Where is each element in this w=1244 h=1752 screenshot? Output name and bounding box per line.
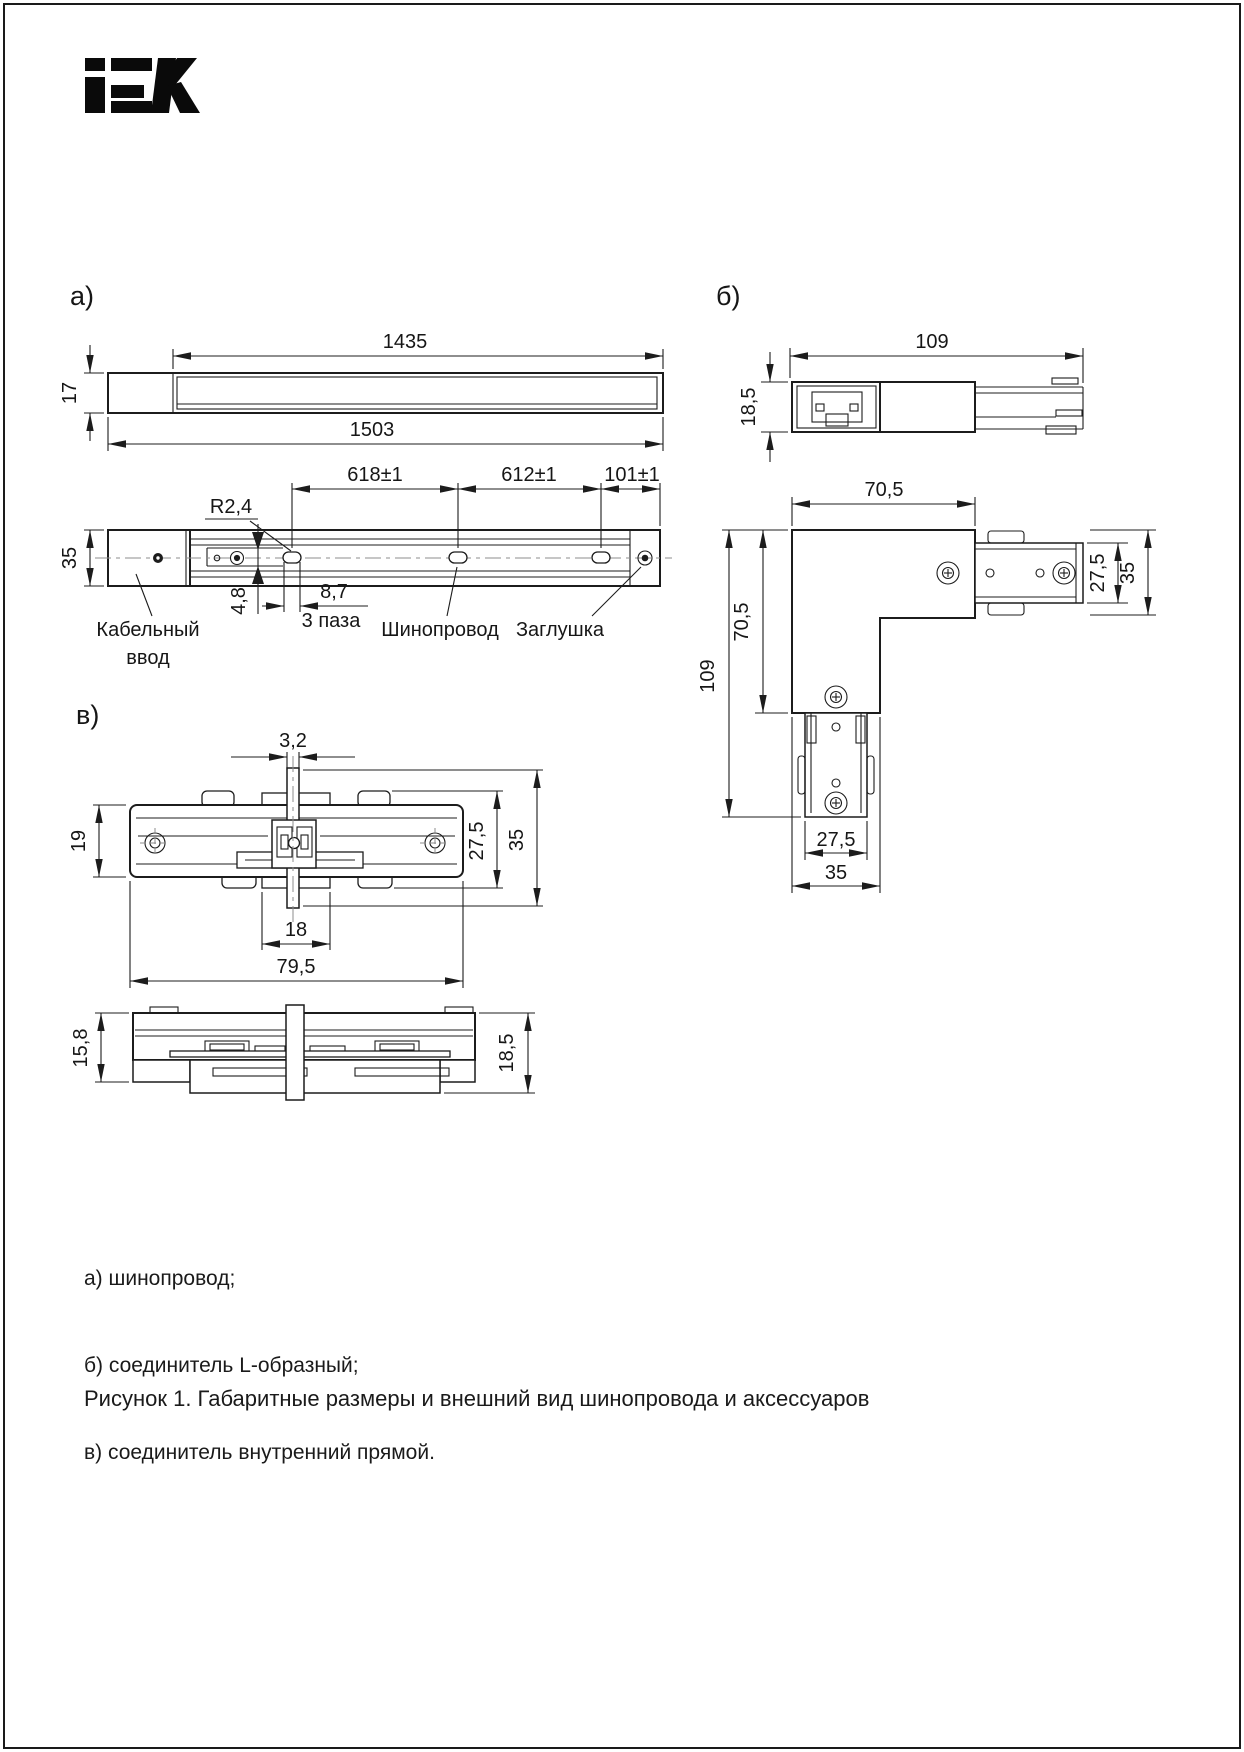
svg-text:8,7: 8,7 xyxy=(320,581,348,603)
busbar-side-view xyxy=(108,373,663,413)
mount-slot xyxy=(592,552,610,563)
dim-15-8 xyxy=(70,1013,129,1082)
svg-text:3,2: 3,2 xyxy=(279,730,307,752)
dim-18-5-side xyxy=(738,352,788,462)
dim-17 xyxy=(59,345,104,441)
callout-cable-entry-2: ввод xyxy=(126,647,170,669)
mount-slot xyxy=(283,552,301,563)
dim-70-5-left xyxy=(722,530,788,713)
svg-text:18: 18 xyxy=(284,919,308,941)
legend-item-b: б) соединитель L-образный; xyxy=(84,1354,359,1377)
dim-70-5-top xyxy=(792,479,975,526)
dim-101: 101±1 xyxy=(604,464,660,486)
svg-text:27,5: 27,5 xyxy=(816,829,856,851)
dim-618: 618±1 xyxy=(347,464,403,486)
svg-text:35: 35 xyxy=(506,828,528,852)
drawing-a xyxy=(59,281,672,669)
dim-27-5-bottom xyxy=(805,821,867,860)
drawing-a-label: а) xyxy=(70,281,95,311)
svg-text:18,5: 18,5 xyxy=(738,387,760,427)
center-pin-side xyxy=(286,1005,304,1100)
figure-legend xyxy=(84,1206,435,1525)
svg-text:R2,4: R2,4 xyxy=(209,496,253,518)
svg-text:79,5: 79,5 xyxy=(276,956,316,978)
callout-cable-entry: Кабельный xyxy=(96,619,200,641)
dim-612: 612±1 xyxy=(501,464,557,486)
dim-109-side xyxy=(790,331,1083,383)
svg-text:1503: 1503 xyxy=(349,419,395,441)
svg-text:1435: 1435 xyxy=(382,331,428,353)
busbar-plan-view xyxy=(95,530,672,586)
straight-connector-top-view xyxy=(130,756,463,922)
legend-item-a: а) шинопровод; xyxy=(84,1267,236,1290)
callout-endcap: Заглушка xyxy=(515,619,605,641)
drawing-b-label: б) xyxy=(716,281,741,311)
svg-text:35: 35 xyxy=(824,862,848,884)
callout-busbar: Шинопровод xyxy=(381,619,499,641)
svg-text:27,5: 27,5 xyxy=(1087,553,1109,593)
svg-text:4,8: 4,8 xyxy=(228,587,250,615)
legend-item-v: в) соединитель внутренний прямой. xyxy=(84,1441,435,1464)
mount-slot xyxy=(449,552,467,563)
l-connector-plan-view xyxy=(792,530,1083,817)
dim-1503 xyxy=(108,417,663,451)
svg-text:15,8: 15,8 xyxy=(70,1028,92,1068)
dim-19 xyxy=(68,805,126,877)
l-connector-side-view xyxy=(792,378,1083,434)
svg-text:109: 109 xyxy=(697,659,719,693)
svg-text:18,5: 18,5 xyxy=(496,1033,518,1073)
svg-text:70,5: 70,5 xyxy=(731,602,753,642)
svg-text:70,5: 70,5 xyxy=(864,479,904,501)
slots-note: 3 паза xyxy=(301,610,361,632)
svg-text:27,5: 27,5 xyxy=(466,821,488,861)
svg-text:35: 35 xyxy=(59,546,81,570)
drawing-v xyxy=(68,700,543,1100)
svg-text:19: 19 xyxy=(68,829,90,853)
dim-1435 xyxy=(173,331,663,369)
dim-109-left xyxy=(697,530,801,817)
straight-connector-side-view xyxy=(133,1005,475,1100)
svg-text:35: 35 xyxy=(1117,561,1139,585)
drawing-v-label: в) xyxy=(76,700,100,730)
drawing-b xyxy=(697,281,1156,893)
figure-caption: Рисунок 1. Габаритные размеры и внешний вид шинопровода и аксессуаров xyxy=(84,1386,870,1411)
svg-text:109: 109 xyxy=(915,331,949,353)
svg-text:17: 17 xyxy=(59,381,81,405)
